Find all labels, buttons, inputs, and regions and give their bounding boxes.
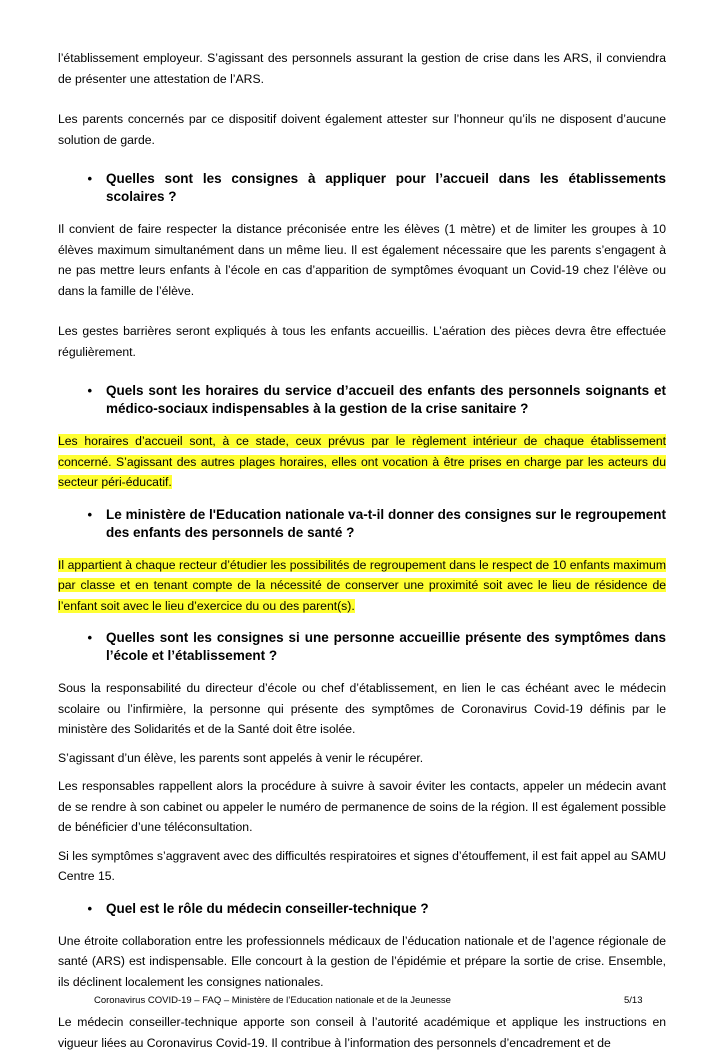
paragraph: Une étroite collaboration entre les professionnels médicaux de l’éducation nationale et de l’agence régionale de santé (ARS) est indispensable. Elle concourt à la gestion de l’épidémie et prépare la sortie de crise. Ensemble, ils déclinent localement les consignes nationales. — [58, 933, 666, 989]
paragraph: l’établissement employeur. S’agissant des personnels assurant la gestion de crise dans les ARS, il conviendra de présenter une attestation de l’ARS. — [58, 51, 666, 86]
bullet-icon: • — [87, 506, 92, 522]
bullet-icon: • — [87, 383, 92, 398]
bullet-icon: • — [87, 171, 92, 186]
highlighted-paragraph — [58, 431, 666, 493]
paragraph: Le médecin conseiller-technique apporte son conseil à l’autorité académique et applique les instructions en vigueur liées au Coronavirus Covid-19. Il contribue à l’information des personnels d’encadrement et de — [58, 1015, 666, 1050]
paragraph: Les responsables rappellent alors la procédure à suivre à savoir éviter les contacts, appeler un médecin avant de se rendre à son cabinet ou appeler le numéro de permanence de soins de la région. Il est également possible de bénéficier d’une téléconsultation. — [58, 779, 666, 834]
paragraph: Les gestes barrières seront expliqués à tous les enfants accueillis. L’aération des pièces devra être effectuée régulièrement. — [58, 324, 666, 359]
bullet-icon: • — [87, 900, 92, 916]
question-text: Le ministère de l'Education nationale va-t-il donner des consignes sur le regroupement des enfants des personnels de santé ? — [106, 506, 666, 540]
paragraph: Les parents concernés par ce dispositif doivent également attester sur l’honneur qu’ils ne disposent d’aucune solution de garde. — [58, 112, 666, 147]
question-text: Quel est le rôle du médecin conseiller-technique ? — [106, 900, 429, 916]
paragraph: S’agissant d’un élève, les parents sont appelés à venir le récupérer. — [58, 750, 424, 765]
question-text: Quelles sont les consignes si une personne accueillie présente des symptômes dans l’école et l’établissement ? — [106, 630, 666, 663]
paragraph: Il convient de faire respecter la distance préconisée entre les élèves (1 mètre) et de limiter les groupes à 10 élèves maximum simultanément dans un même lieu. Il est également nécessaire que les parents s’engagent à ne pas mettre leurs enfants à l’école en cas d’apparition de symptômes évoquant un Covid-19 chez l’élève ou dans la famille de l’élève. — [58, 222, 666, 298]
page-number: 5/13 — [624, 995, 643, 1006]
question-text: Quelles sont les consignes à appliquer pour l’accueil dans les établissements scolaires ? — [106, 171, 666, 204]
page-content — [58, 48, 666, 1053]
question-heading — [58, 629, 666, 665]
bullet-icon: • — [87, 630, 92, 645]
question-text: Quels sont les horaires du service d’accueil des enfants des personnels soignants et médico-sociaux indispensables à la gestion de la crise sanitaire ? — [106, 383, 666, 416]
highlighted-paragraph — [58, 555, 666, 617]
question-heading — [58, 382, 666, 418]
question-heading — [58, 900, 666, 918]
paragraph: Si les symptômes s’aggravent avec des difficultés respiratoires et signes d’étouffement, il est fait appel au SAMU Centre 15. — [58, 848, 666, 883]
question-heading — [58, 170, 666, 206]
footer-text: Coronavirus COVID-19 – FAQ – Ministère de l’Education nationale et de la Jeunesse — [94, 995, 451, 1006]
paragraph: Sous la responsabilité du directeur d’école ou chef d’établissement, en lien le cas échéant avec le médecin scolaire ou l’infirmière, la personne qui présente des symptômes de Coronavirus Covid-19 définis par le ministère des Solidarités et de la Santé doit être isolée. — [58, 681, 666, 736]
question-heading — [58, 506, 666, 542]
highlighted-text: Il appartient à chaque recteur d’étudier les possibilités de regroupement dans le respect de 10 enfants maximum par classe et en tenant compte de la nécessité de conserver une proximité soit avec le lieu de résidence de l’enfant soit avec le lieu d’exercice du ou des parent(s). — [58, 557, 666, 613]
highlighted-text: Les horaires d’accueil sont, à ce stade, ceux prévus par le règlement intérieur de chaque établissement concerné. S’agissant des autres plages horaires, elles ont vocation à être prises en charge par les acteurs du secteur péri-éducatif. — [58, 434, 666, 489]
